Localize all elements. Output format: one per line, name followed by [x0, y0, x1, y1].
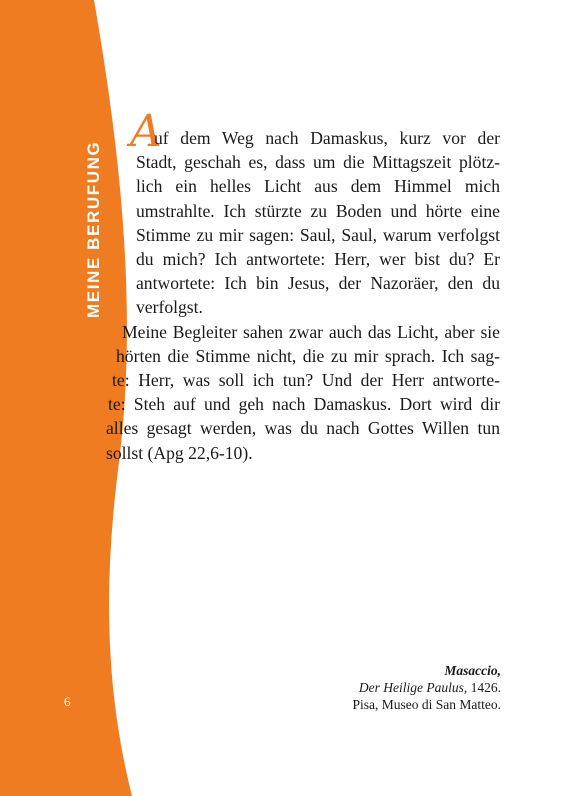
drop-cap: A — [130, 106, 162, 157]
caption-title: Der Heilige Paulus, — [358, 680, 468, 695]
caption-artist: Masaccio, — [444, 663, 501, 678]
text-line: antwortete: Ich bin Jesus, der Nazoräer, den du — [136, 273, 500, 293]
text-line: Meine Begleiter sahen zwar auch das Licht, aber sie — [122, 322, 500, 342]
caption-year: 1426. — [467, 680, 501, 695]
text-line: uf dem Weg nach Damaskus, kurz vor der — [154, 128, 500, 148]
text-line: verfolgst. — [136, 297, 203, 317]
caption-title-line — [353, 679, 502, 696]
text-line: lich ein helles Licht aus dem Himmel mich — [136, 176, 500, 196]
page-number: 6 — [64, 694, 71, 709]
caption-location: Pisa, Museo di San Matteo. — [352, 697, 501, 712]
text-line: du mich? Ich antwortete: Herr, wer bist du? Er — [136, 249, 500, 269]
text-line: umstrahlte. Ich stürzte zu Boden und hörte eine — [136, 201, 500, 221]
image-caption — [353, 662, 502, 713]
text-line: Stimme zu mir sagen: Saul, Saul, warum verfolgst — [136, 225, 500, 245]
text-line: te: Herr, was soll ich tun? Und der Herr antworte- — [112, 370, 500, 390]
text-line: te: Steh auf und geh nach Damaskus. Dort wird dir — [108, 394, 500, 414]
section-label: MEINE BERUFUNG — [84, 140, 103, 318]
text-line: Stadt, geschah es, dass um die Mittagszeit plötz- — [136, 152, 500, 172]
text-line: sollst (Apg 22,6-10). — [106, 443, 253, 463]
text-line: hörten die Stimme nicht, die zu mir sprach. Ich sag- — [116, 346, 500, 366]
text-line: alles gesagt werden, was du nach Gottes Willen tun — [106, 418, 500, 438]
